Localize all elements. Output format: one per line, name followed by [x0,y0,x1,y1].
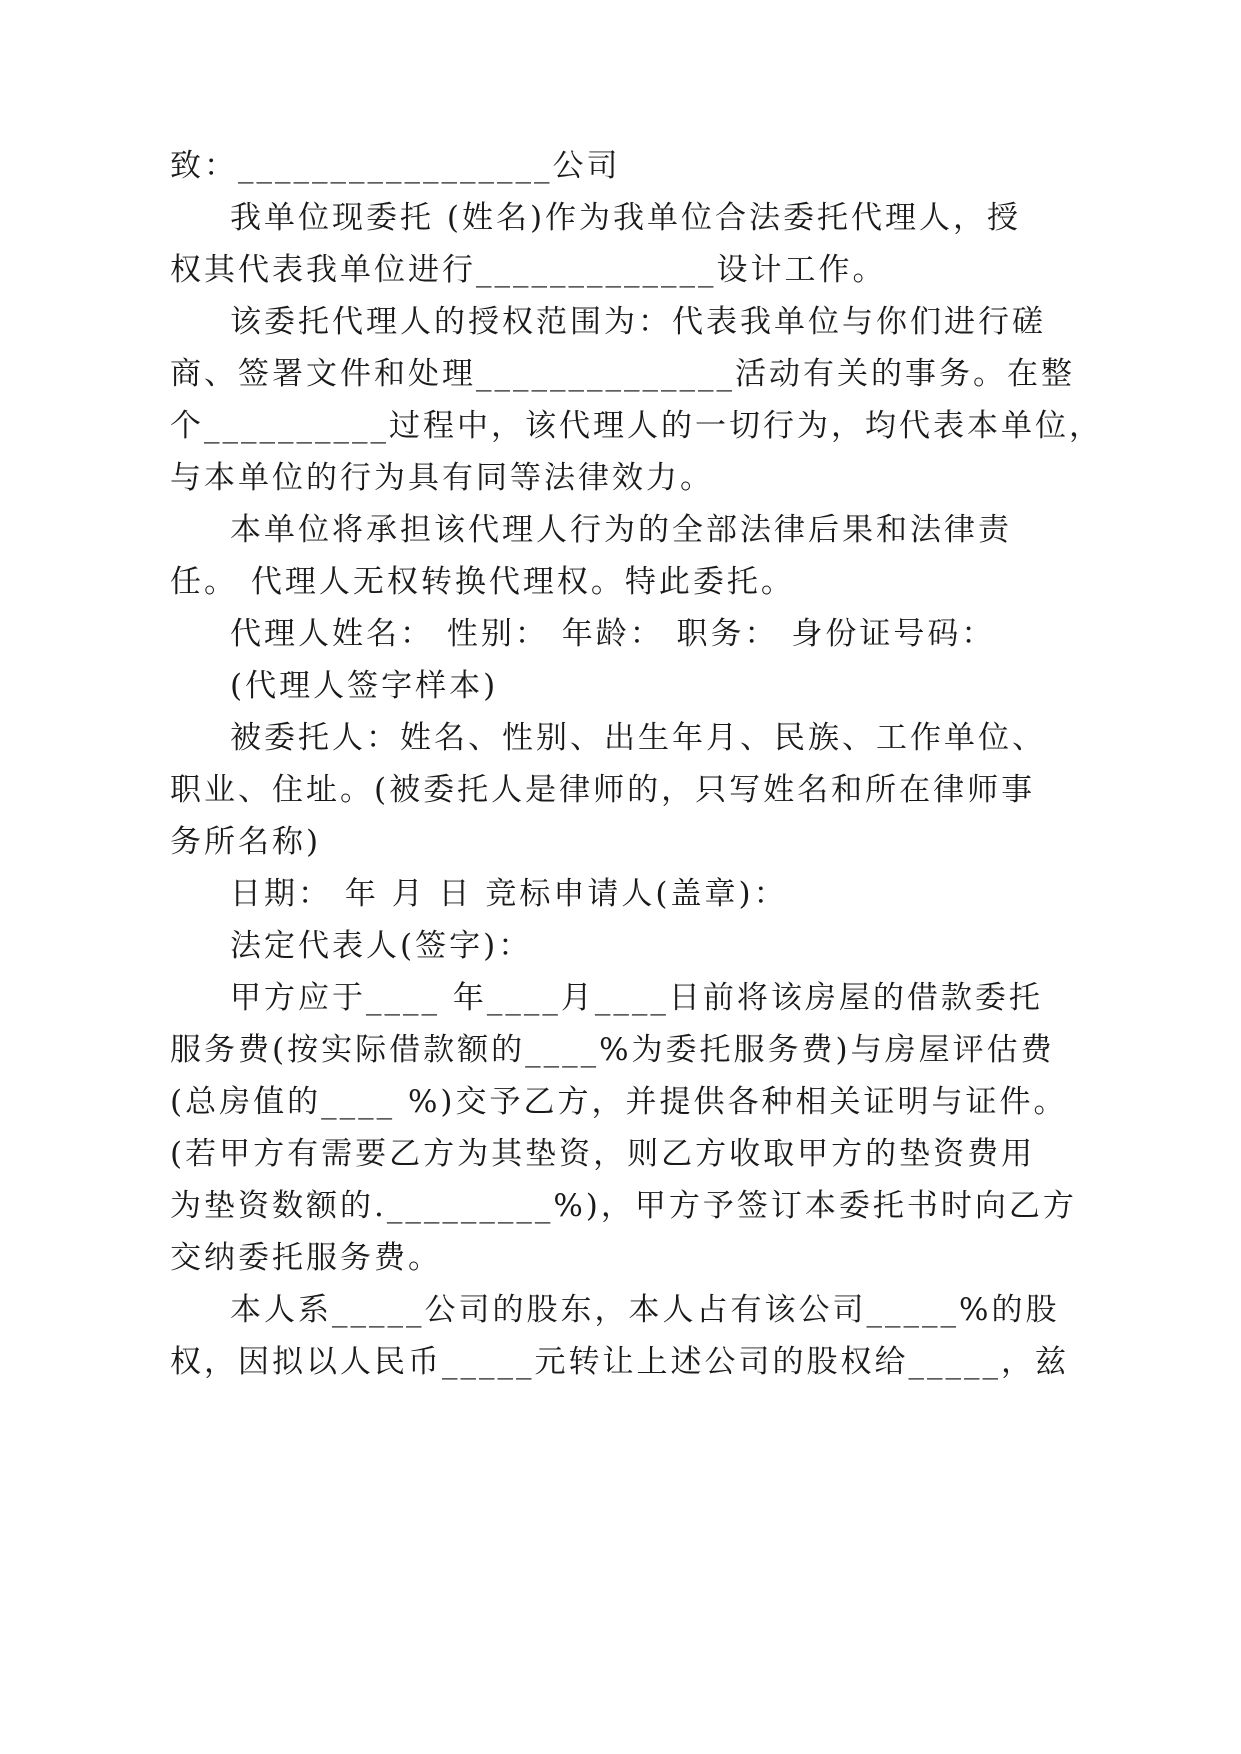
text-line [230,192,1170,244]
line-text: 为垫资数额的._________%)，甲方予签订本委托书时向乙方 [170,1188,1077,1224]
line-text: 个__________过程中，该代理人的一切行为，均代表本单位， [170,408,1103,444]
text-line [230,660,1170,712]
text-line [230,972,1170,1024]
line-text: 权，因拟以人民币_____元转让上述公司的股权给_____，兹 [170,1344,1069,1380]
line-text: (总房值的____ %)交予乙方，并提供各种相关证明与证件。 [170,1084,1068,1120]
text-line [170,452,1170,504]
text-line [170,244,1170,296]
line-text: 该委托代理人的授权范围为：代表我单位与你们进行磋 [230,304,1046,340]
text-line [230,296,1170,348]
line-text: 与本单位的行为具有同等法律效力。 [170,460,714,496]
line-text: 职业、住址。(被委托人是律师的，只写姓名和所在律师事 [170,772,1036,808]
line-text: (代理人签字样本) [230,668,499,704]
line-text: 被委托人：姓名、性别、出生年月、民族、工作单位、 [230,720,1046,756]
text-line [170,816,1170,868]
text-line [170,1076,1170,1128]
line-text: 服务费(按实际借款额的____%为委托服务费)与房屋评估费 [170,1032,1055,1068]
text-line [170,764,1170,816]
text-line [170,1024,1170,1076]
line-text: 商、签署文件和处理______________活动有关的事务。在整 [170,356,1075,392]
line-text: 日期： 年 月 日 竞标申请人(盖章)： [230,876,788,912]
line-text: 务所名称) [170,824,322,860]
text-line [170,1336,1170,1388]
line-text: 本人系_____公司的股东，本人占有该公司_____%的股 [230,1292,1060,1328]
line-text: 法定代表人(签字)： [230,928,533,964]
text-line [170,348,1170,400]
text-line [170,400,1170,452]
text-line [170,140,1170,192]
line-text: 任。 代理人无权转换代理权。特此委托。 [170,564,795,600]
line-text: 甲方应于____ 年____月____日前将该房屋的借款委托 [230,980,1043,1016]
line-text: 本单位将承担该代理人行为的全部法律后果和法律责 [230,512,1012,548]
line-text: 致：_________________公司 [170,148,621,184]
line-text: 交纳委托服务费。 [170,1240,442,1276]
line-text: 权其代表我单位进行_____________设计工作。 [170,252,887,288]
text-line [170,1232,1170,1284]
line-text: 我单位现委托 (姓名)作为我单位合法委托代理人，授 [230,200,1022,236]
text-line [230,920,1170,972]
text-line [230,868,1170,920]
text-line [170,1180,1170,1232]
text-line [230,1284,1170,1336]
text-line [170,556,1170,608]
line-text: (若甲方有需要乙方为其垫资，则乙方收取甲方的垫资费用 [170,1136,1036,1172]
text-line [230,608,1170,660]
text-line [170,1128,1170,1180]
text-line [230,712,1170,764]
line-text: 代理人姓名： 性别： 年龄： 职务： 身份证号码： [230,616,996,652]
text-line [230,504,1170,556]
